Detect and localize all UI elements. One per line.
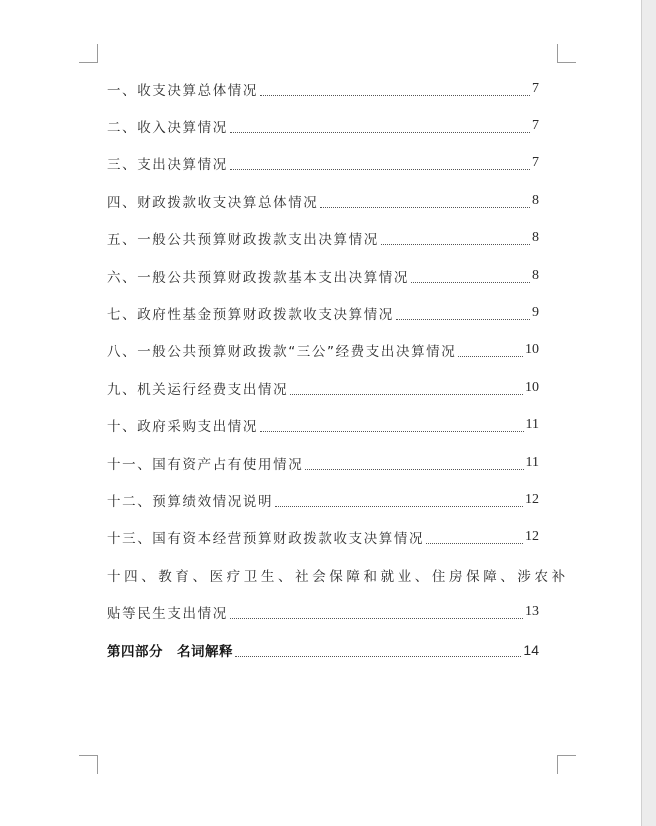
toc-entry-title: 二、收入决算情况 <box>107 120 228 137</box>
crop-mark-bottom-right <box>557 755 576 774</box>
toc-leader-dots <box>275 505 523 507</box>
toc-entry-14-line-2[interactable] <box>107 593 539 630</box>
toc-entry-page: 12 <box>525 529 539 545</box>
toc-entry-7[interactable] <box>107 294 539 331</box>
toc-entry-8[interactable] <box>107 332 539 369</box>
toc-entry-10[interactable] <box>107 407 539 444</box>
toc-entry-page: 8 <box>532 267 539 283</box>
toc-entry-title-continued: 贴等民生支出情况 <box>107 606 228 623</box>
toc-leader-dots <box>411 281 530 283</box>
toc-part-label: 第四部分 <box>107 643 163 660</box>
toc-entry-page: 7 <box>532 118 539 134</box>
toc-leader-dots <box>260 430 524 432</box>
toc-part-title: 名词解释 <box>177 643 233 660</box>
toc-leader-dots <box>230 617 523 619</box>
toc-entry-13[interactable] <box>107 519 539 556</box>
toc-entry-title: 十四、教育、医疗卫生、社会保障和就业、住房保障、涉农补 <box>107 568 569 585</box>
toc-leader-dots <box>260 94 530 96</box>
table-of-contents <box>107 70 569 668</box>
toc-entry-1[interactable] <box>107 70 539 107</box>
toc-entry-page: 14 <box>523 641 539 658</box>
toc-entry-5[interactable] <box>107 220 539 257</box>
toc-entry-title: 三、支出决算情况 <box>107 157 228 174</box>
toc-entry-page: 13 <box>525 604 539 620</box>
toc-entry-title: 五、一般公共预算财政拨款支出决算情况 <box>107 232 379 249</box>
toc-entry-title: 九、机关运行经费支出情况 <box>107 381 289 398</box>
toc-entry-2[interactable] <box>107 107 539 144</box>
toc-entry-page: 10 <box>525 342 539 358</box>
toc-entry-4[interactable] <box>107 182 539 219</box>
toc-entry-title: 十、政府采购支出情况 <box>107 419 258 436</box>
toc-entry-page: 8 <box>532 192 539 208</box>
toc-entry-title: 一、收支决算总体情况 <box>107 82 258 99</box>
toc-leader-dots <box>381 243 530 245</box>
toc-entry-page: 11 <box>525 454 539 470</box>
toc-entry-page: 10 <box>525 379 539 395</box>
toc-entry-14-line-1[interactable] <box>107 556 569 593</box>
toc-entry-title: 十二、预算绩效情况说明 <box>107 493 274 510</box>
toc-entry-page: 7 <box>532 80 539 96</box>
toc-entry-12[interactable] <box>107 481 539 518</box>
toc-entry-11[interactable] <box>107 444 539 481</box>
toc-leader-dots <box>230 168 530 170</box>
crop-mark-top-left <box>79 44 98 63</box>
toc-entry-title: 十三、国有资本经营预算财政拨款收支决算情况 <box>107 531 425 548</box>
crop-mark-bottom-left <box>79 755 98 774</box>
toc-entry-page: 11 <box>525 417 539 433</box>
toc-entry-3[interactable] <box>107 145 539 182</box>
toc-leader-dots <box>320 206 530 208</box>
toc-entry-6[interactable] <box>107 257 539 294</box>
crop-mark-top-right <box>557 44 576 63</box>
toc-entry-title: 十一、国有资产占有使用情况 <box>107 456 304 473</box>
toc-leader-dots <box>235 655 521 657</box>
toc-part-entry[interactable] <box>107 631 539 668</box>
toc-entry-title: 八、一般公共预算财政拨款“三公”经费支出决算情况 <box>107 344 457 361</box>
toc-leader-dots <box>305 468 523 470</box>
toc-entry-page: 12 <box>525 491 539 507</box>
toc-entry-title: 四、财政拨款收支决算总体情况 <box>107 194 319 211</box>
toc-entry-page: 8 <box>532 230 539 246</box>
toc-leader-dots <box>290 393 523 395</box>
toc-entry-page: 9 <box>532 305 539 321</box>
toc-leader-dots <box>426 542 523 544</box>
toc-entry-title: 七、政府性基金预算财政拨款收支决算情况 <box>107 307 394 324</box>
toc-entry-9[interactable] <box>107 369 539 406</box>
toc-leader-dots <box>230 131 530 133</box>
toc-leader-dots <box>396 318 530 320</box>
window-edge <box>642 0 656 826</box>
toc-leader-dots <box>458 355 523 357</box>
toc-part-heading <box>107 640 233 660</box>
toc-entry-page: 7 <box>532 155 539 171</box>
toc-entry-title: 六、一般公共预算财政拨款基本支出决算情况 <box>107 269 409 286</box>
